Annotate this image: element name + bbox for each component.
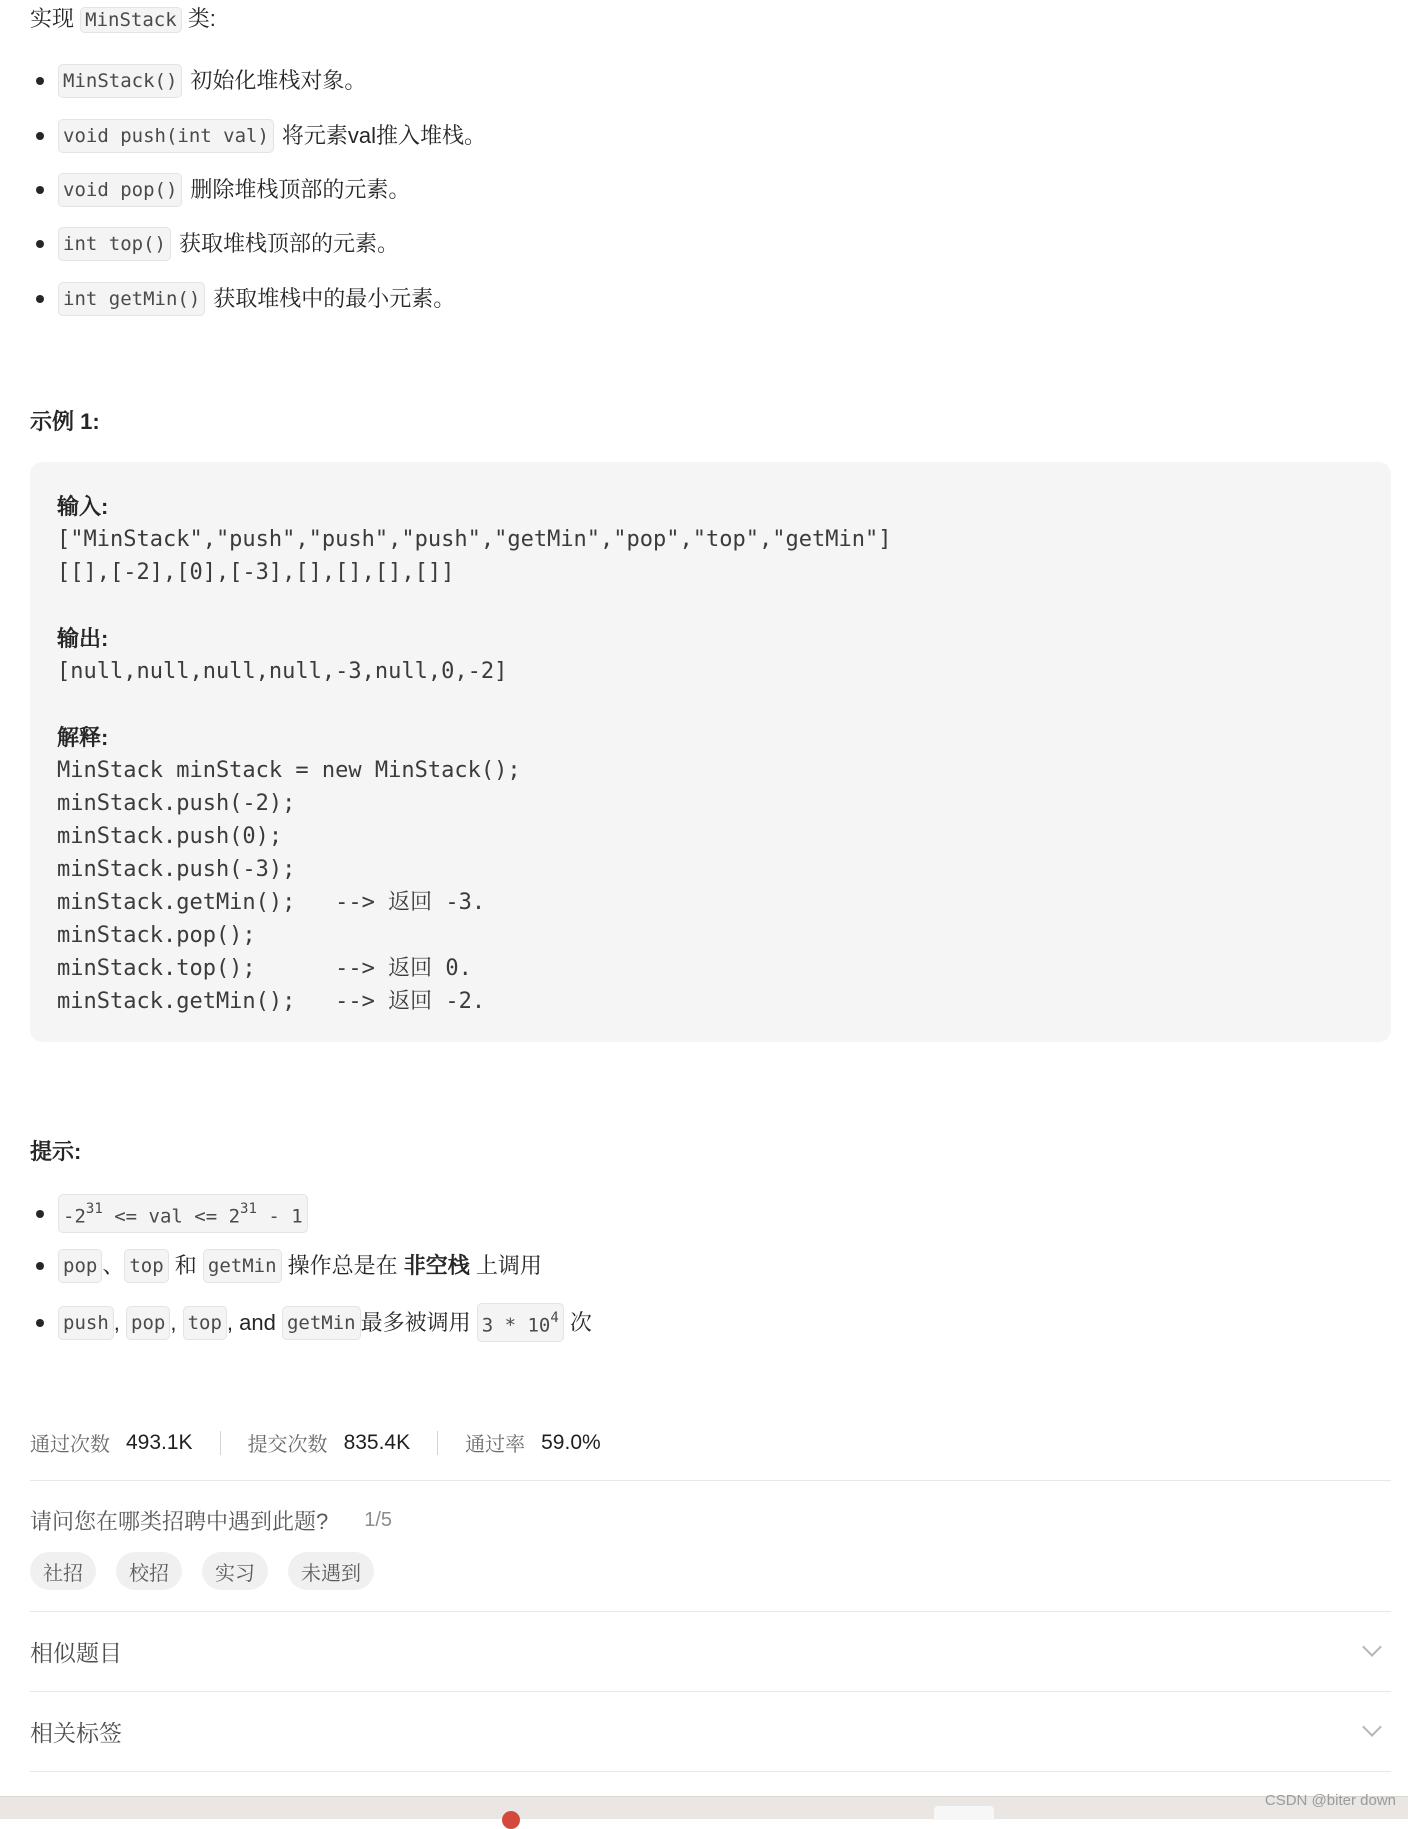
bullet-icon [36,186,44,194]
method-code: MinStack() [58,64,182,98]
op-code: getMin [203,1249,282,1283]
method-code: void push(int val) [58,119,274,153]
stat-divider [437,1431,438,1455]
method-code: void pop() [58,173,182,207]
bullet-icon [36,132,44,140]
op-code: push [58,1306,114,1340]
rate-value: 59.0% [541,1430,601,1454]
similar-problems-toggle[interactable] [30,1612,1391,1690]
explain-line: minStack.getMin(); --> 返回 -3. [57,890,486,915]
example-title: 示例 1: [30,409,100,434]
list-item: push , pop , top , and getMin 最多被调用 $3 * 10^4$ 次 [30,1303,592,1342]
survey-question-text: 请问您在哪类招聘中遇到此题? [30,1509,329,1534]
op-code: pop [126,1306,170,1340]
example-code-block [30,462,1391,1042]
list-item [30,64,366,98]
list-item: pop 、 top 和 getMin 操作总是在 非空栈 上调用 [30,1249,542,1283]
explain-line: minStack.push(-3); [57,857,296,882]
output-line: [null,null,null,null,-3,null,0,-2] [57,659,508,684]
op-code: top [124,1249,168,1283]
submissions-value: 835.4K [343,1430,411,1454]
survey-options [30,1552,374,1590]
accordion-label: 相似题目 [30,1639,122,1666]
bullet-icon [36,240,44,248]
op-code: getMin [282,1306,361,1340]
calls-limit-code: $3 * 10^4$ [477,1303,564,1342]
submission-stats [30,1428,601,1457]
bullet-icon [36,1262,44,1270]
method-desc: 删除堆栈顶部的元素。 [190,177,411,202]
taskbar-tab[interactable] [934,1806,994,1820]
bullet-icon [36,295,44,303]
hints-title: 提示: [30,1139,82,1164]
survey-option-social-recruit[interactable]: 社招 [30,1552,96,1590]
intro-suffix: 类: [181,6,216,31]
survey-option-internship[interactable]: 实习 [202,1552,268,1590]
method-desc: 将元素val推入堆栈。 [281,123,487,148]
explain-line: MinStack minStack = new MinStack(); [57,758,521,783]
rate-label: 通过率 [465,1434,526,1456]
constraint-code: $-2^{31}$ <= val <= $2^{31} - 1$ [58,1194,308,1233]
list-item [30,173,410,207]
output-label: 输出: [57,626,109,651]
divider [30,1771,1391,1772]
list-item [30,282,455,316]
app-icon[interactable] [502,1811,520,1829]
stat-divider [220,1431,221,1455]
method-code: int top() [58,227,171,261]
list-item [30,1194,308,1233]
method-desc: 获取堆栈顶部的元素。 [178,231,399,256]
non-empty-stack-bold: 非空栈 [403,1253,470,1278]
explain-line: minStack.pop(); [57,923,256,948]
accordion-label: 相关标签 [30,1719,122,1746]
explain-label: 解释: [57,725,109,750]
explain-line: minStack.push(-2); [57,791,296,816]
divider [30,1480,1391,1481]
bottom-taskbar [0,1796,1408,1819]
list-item [30,119,486,153]
submissions-label: 提交次数 [247,1434,328,1456]
input-line: [[],[-2],[0],[-3],[],[],[],[]] [57,560,455,585]
input-label: 输入: [57,494,109,519]
chevron-down-icon [1362,1717,1382,1737]
explain-line: minStack.push(0); [57,824,283,849]
bullet-icon [36,1319,44,1327]
chevron-down-icon [1362,1637,1382,1657]
survey-option-campus-recruit[interactable]: 校招 [116,1552,182,1590]
bullet-icon [36,1210,44,1218]
input-line: ["MinStack","push","push","push","getMin","pop","top","getMin"] [57,527,892,552]
method-desc: 获取堆栈中的最小元素。 [213,286,456,311]
explain-line: minStack.getMin(); --> 返回 -2. [57,989,486,1014]
list-item [30,227,399,261]
watermark: CSDN @biter down [1264,1792,1396,1809]
intro-prefix: 实现 [30,6,81,31]
related-tags-toggle[interactable] [30,1692,1391,1770]
op-code: top [183,1306,227,1340]
bullet-icon [36,77,44,85]
method-code: int getMin() [58,282,205,316]
accepted-label: 通过次数 [30,1434,110,1456]
method-desc: 初始化堆栈对象。 [190,68,367,93]
accepted-value: 493.1K [126,1430,193,1454]
explain-line: minStack.top(); --> 返回 0. [57,956,472,981]
survey-page-count: 1/5 [364,1509,393,1531]
survey-question [30,1505,392,1536]
survey-option-not-encountered[interactable]: 未遇到 [288,1552,374,1590]
intro-line [30,6,216,33]
op-code: pop [58,1249,102,1283]
class-name-code: MinStack [80,7,182,33]
